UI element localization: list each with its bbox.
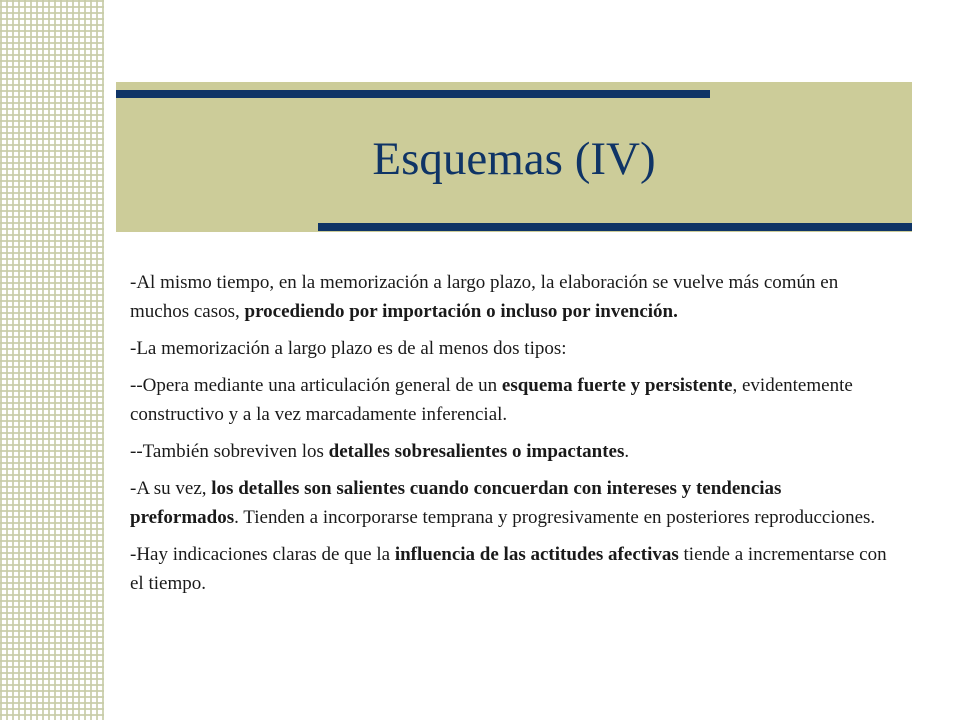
paragraph-3-bold-a: esquema fuerte y persistente — [501, 375, 733, 396]
title-bar-bottom — [318, 223, 912, 231]
paragraph-2-text-a: -La memorización a largo plazo es de al menos dos tipos: — [130, 338, 567, 359]
paragraph-2 — [130, 334, 890, 363]
paragraph-6-text-b: tiende a incrementarse con el tiempo. — [130, 544, 887, 594]
paragraph-5-text-a: -A su vez, — [130, 478, 212, 499]
paragraph-6-bold-a: influencia de las actitudes afectivas — [394, 544, 679, 565]
paragraph-4 — [130, 437, 890, 466]
paragraph-3-text-b: , evidentemente constructivo y a la vez marcadamente inferencial. — [130, 375, 853, 425]
paragraph-6-text-a: -Hay indicaciones claras de que la — [130, 544, 395, 565]
paragraph-5-bold-a: los detalles son salientes cuando concuerdan con intereses y tendencias preformados — [130, 478, 782, 528]
paragraph-1-bold-a: procediendo por importación o incluso por invención. — [244, 301, 678, 322]
paragraph-1-text-a: -Al mismo tiempo, en la memorización a largo plazo, la elaboración se vuelve más común en muchos casos, — [130, 272, 839, 322]
slide-body — [130, 268, 890, 606]
paragraph-5 — [130, 474, 890, 532]
paragraph-1 — [130, 268, 890, 326]
paragraph-3 — [130, 371, 890, 429]
slide-title: Esquemas (IV) — [372, 133, 656, 185]
title-bar-top — [116, 90, 710, 98]
paragraph-6 — [130, 540, 890, 598]
paragraph-4-bold-a: detalles sobresalientes o impactantes — [328, 441, 625, 462]
paragraph-3-text-a: --Opera mediante una articulación general de un — [130, 375, 502, 396]
decorative-grid-pattern — [0, 0, 104, 720]
paragraph-4-text-a: --También sobreviven los — [130, 441, 329, 462]
paragraph-4-text-b: . — [624, 441, 630, 462]
paragraph-5-text-b: . Tienden a incorporarse temprana y progresivamente en posteriores reproducciones. — [234, 507, 876, 528]
